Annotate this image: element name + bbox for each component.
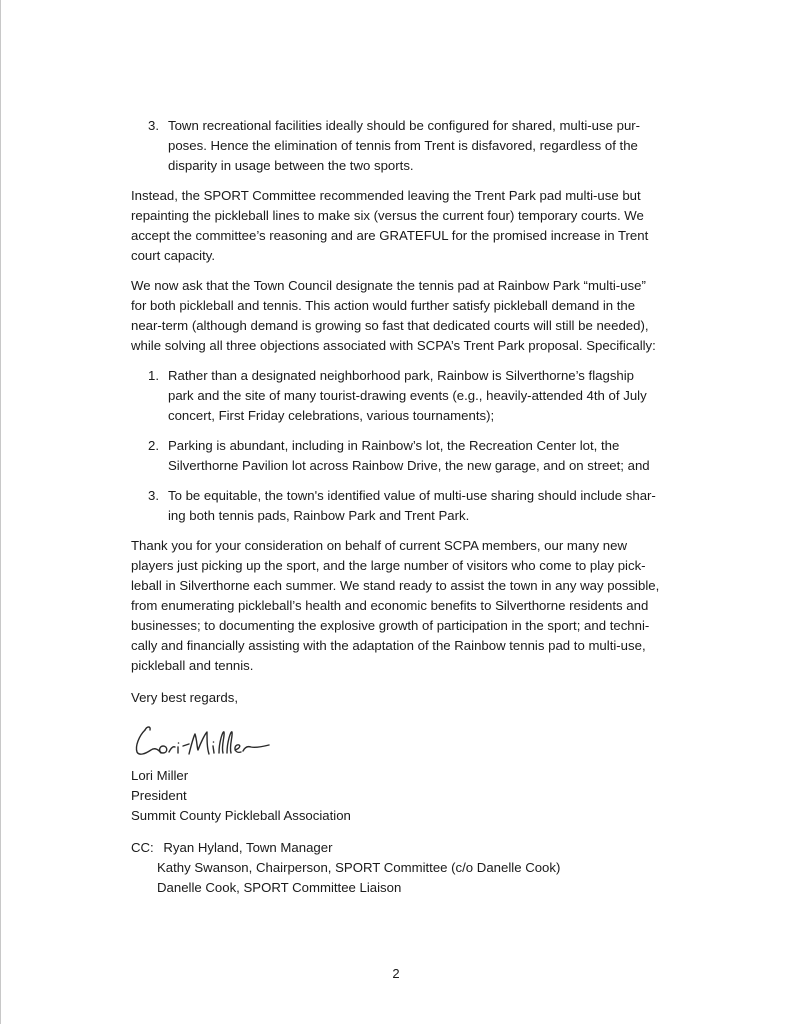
text-line: cally and financially assisting with the adaptation of the Rainbow tennis pad to multi-use,: [131, 638, 646, 653]
text-line: Thank you for your consideration on behalf of current SCPA members, our many new: [131, 538, 627, 553]
list-item-1: [131, 366, 671, 426]
cc-recipient: Ryan Hyland, Town Manager: [163, 840, 333, 855]
text-line: To be equitable, the town's identified value of multi-use sharing should include shar-: [168, 488, 656, 503]
list-item-2: [131, 436, 671, 476]
text-line: We now ask that the Town Council designate the tennis pad at Rainbow Park “multi-use”: [131, 278, 646, 293]
list-number: 1.: [148, 368, 159, 383]
text-line: repainting the pickleball lines to make six (versus the current four) temporary courts. We: [131, 208, 644, 223]
signer-name: Lori Miller: [131, 768, 189, 783]
text-line: from enumerating pickleball’s health and economic benefits to Silverthorne residents and: [131, 598, 649, 613]
page-number: 2: [392, 966, 400, 981]
text-line: park and the site of many tourist-drawing events (e.g., heavily-attended 4th of July: [168, 388, 647, 403]
text-line: Parking is abundant, including in Rainbow’s lot, the Recreation Center lot, the: [168, 438, 620, 453]
paragraph-thank-you: [131, 536, 671, 676]
text-line: Rather than a designated neighborhood park, Rainbow is Silverthorne’s flagship: [168, 368, 635, 383]
text-line: concert, First Friday celebrations, various tournaments);: [168, 408, 495, 423]
text-line: pickleball and tennis.: [131, 658, 254, 673]
closing: Very best regards,: [131, 690, 239, 705]
cc-label: CC:: [131, 840, 154, 855]
text-line: disparity in usage between the two sports.: [168, 158, 414, 173]
text-line: Instead, the SPORT Committee recommended leaving the Trent Park pad multi-use but: [131, 188, 641, 203]
letter-body: [131, 116, 671, 898]
list-item-trent-3: [131, 116, 671, 176]
text-line: court capacity.: [131, 248, 216, 263]
signer-title: President: [131, 788, 187, 803]
handwritten-signature: [131, 720, 281, 760]
cc-list: [131, 838, 671, 898]
text-line: for both pickleball and tennis. This action would further satisfy pickleball demand in the: [131, 298, 636, 313]
paragraph-sport-committee: [131, 186, 671, 266]
list-item-3: [131, 486, 671, 526]
text-line: players just picking up the sport, and the large number of visitors who come to play pick-: [131, 558, 646, 573]
list-number: 3.: [148, 488, 159, 503]
list-number: 2.: [148, 438, 159, 453]
cc-recipient: Danelle Cook, SPORT Committee Liaison: [157, 880, 402, 895]
text-line: accept the committee’s reasoning and are GRATEFUL for the promised increase in Trent: [131, 228, 649, 243]
text-line: leball in Silverthorne each summer. We stand ready to assist the town in any way possible,: [131, 578, 660, 593]
text-line: poses. Hence the elimination of tennis from Trent is disfavored, regardless of the: [168, 138, 638, 153]
text-line: Town recreational facilities ideally should be configured for shared, multi-use pur-: [168, 118, 641, 133]
signer-organization: Summit County Pickleball Association: [131, 808, 351, 823]
cc-recipient: Kathy Swanson, Chairperson, SPORT Committee (c/o Danelle Cook): [157, 860, 561, 875]
paragraph-rainbow-request: [131, 276, 671, 356]
text-line: ing both tennis pads, Rainbow Park and Trent Park.: [168, 508, 470, 523]
list-number: 3.: [148, 118, 159, 133]
text-line: businesses; to documenting the explosive growth of participation in the sport; and techni-: [131, 618, 650, 633]
text-line: Silverthorne Pavilion lot across Rainbow Drive, the new garage, and on street; and: [168, 458, 650, 473]
text-line: near-term (although demand is growing so fast that dedicated courts will still be needed),: [131, 318, 649, 333]
text-line: while solving all three objections associated with SCPA’s Trent Park proposal. Specifically:: [131, 338, 656, 353]
